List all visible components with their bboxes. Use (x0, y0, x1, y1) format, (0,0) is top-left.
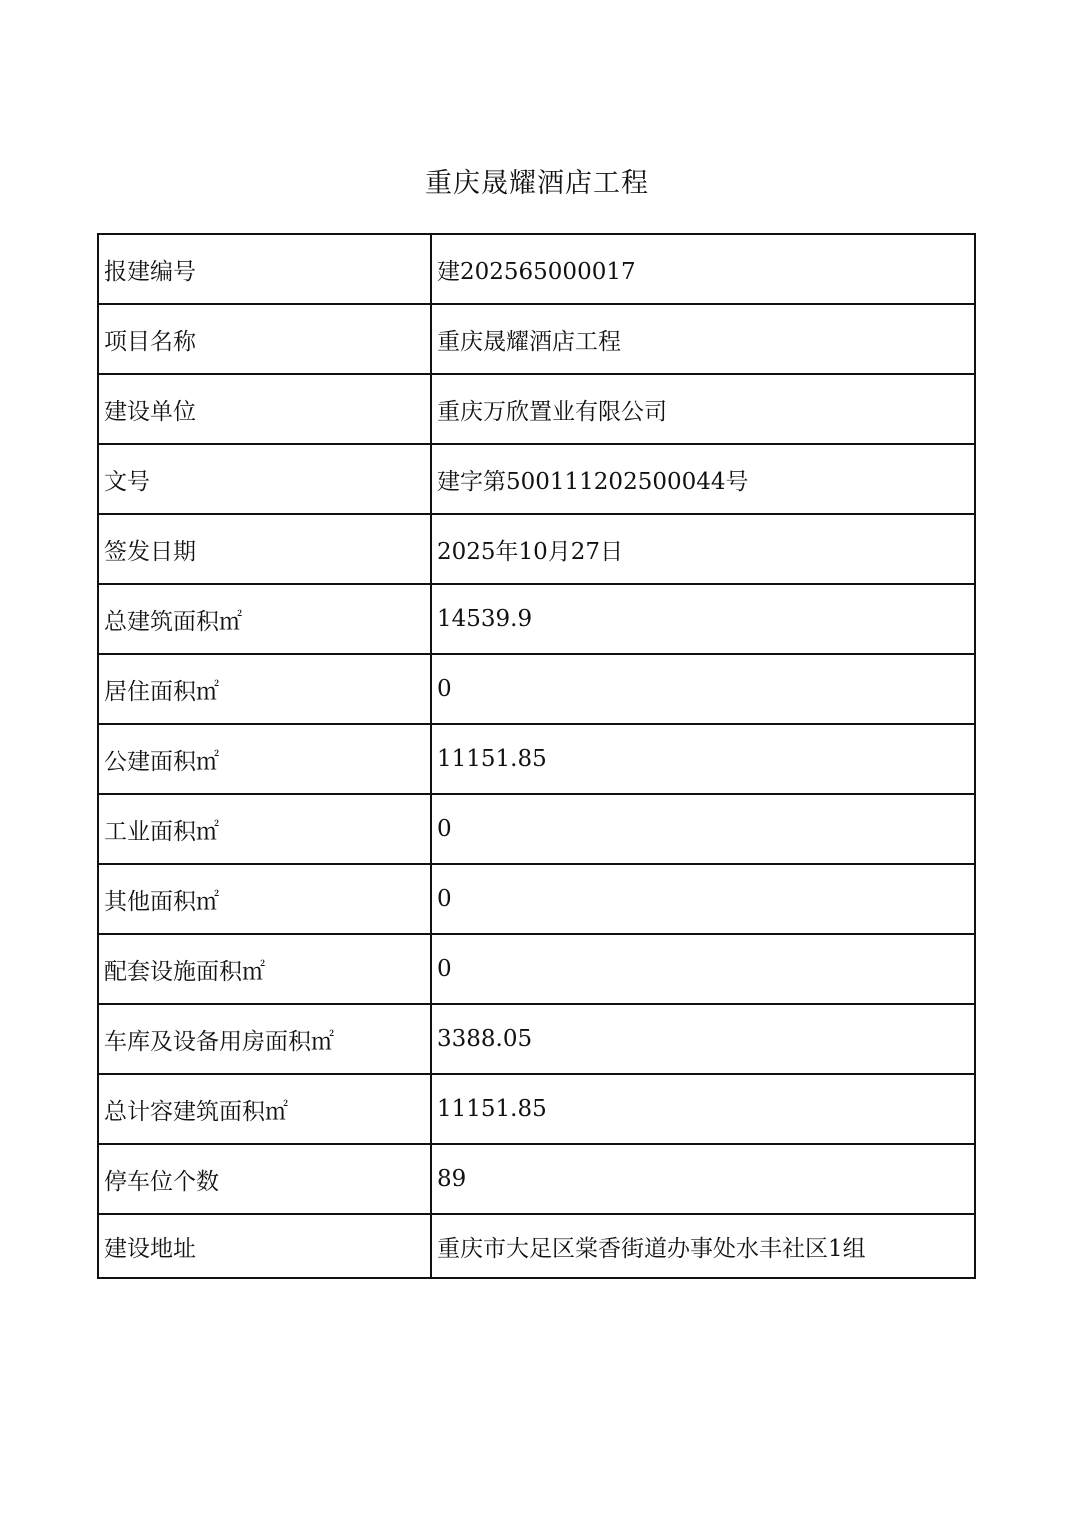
row-value: 重庆晟耀酒店工程 (431, 304, 975, 374)
row-label: 停车位个数 (98, 1144, 431, 1214)
row-value: 重庆市大足区棠香街道办事处水丰社区1组 (431, 1214, 975, 1278)
row-value: 14539.9 (431, 584, 975, 654)
table-row (98, 1004, 975, 1074)
row-label: 总建筑面积㎡ (98, 584, 431, 654)
row-value: 0 (431, 654, 975, 724)
table-row (98, 1214, 975, 1278)
row-label: 建设地址 (98, 1214, 431, 1278)
table-row (98, 444, 975, 514)
row-label: 居住面积㎡ (98, 654, 431, 724)
row-label: 项目名称 (98, 304, 431, 374)
table-row (98, 934, 975, 1004)
row-value: 0 (431, 864, 975, 934)
row-value: 0 (431, 794, 975, 864)
table-row (98, 1074, 975, 1144)
row-value: 11151.85 (431, 1074, 975, 1144)
document-title: 重庆晟耀酒店工程 (425, 168, 649, 199)
row-label: 签发日期 (98, 514, 431, 584)
table-row (98, 794, 975, 864)
table-row (98, 724, 975, 794)
row-value: 3388.05 (431, 1004, 975, 1074)
table-row (98, 1144, 975, 1214)
row-value: 2025年10月27日 (431, 514, 975, 584)
row-label: 其他面积㎡ (98, 864, 431, 934)
table-row (98, 654, 975, 724)
row-label: 总计容建筑面积㎡ (98, 1074, 431, 1144)
table-row (98, 304, 975, 374)
row-label: 车库及设备用房面积㎡ (98, 1004, 431, 1074)
table-row (98, 514, 975, 584)
table-row (98, 584, 975, 654)
row-value: 11151.85 (431, 724, 975, 794)
row-value: 0 (431, 934, 975, 1004)
project-info-table (97, 233, 976, 1279)
row-label: 工业面积㎡ (98, 794, 431, 864)
table-row (98, 374, 975, 444)
row-value: 建字第500111202500044号 (431, 444, 975, 514)
row-label: 报建编号 (98, 234, 431, 304)
row-label: 建设单位 (98, 374, 431, 444)
row-value: 重庆万欣置业有限公司 (431, 374, 975, 444)
row-label: 公建面积㎡ (98, 724, 431, 794)
table-row (98, 234, 975, 304)
table-row (98, 864, 975, 934)
row-label: 文号 (98, 444, 431, 514)
row-value: 89 (431, 1144, 975, 1214)
row-value: 建202565000017 (431, 234, 975, 304)
row-label: 配套设施面积㎡ (98, 934, 431, 1004)
